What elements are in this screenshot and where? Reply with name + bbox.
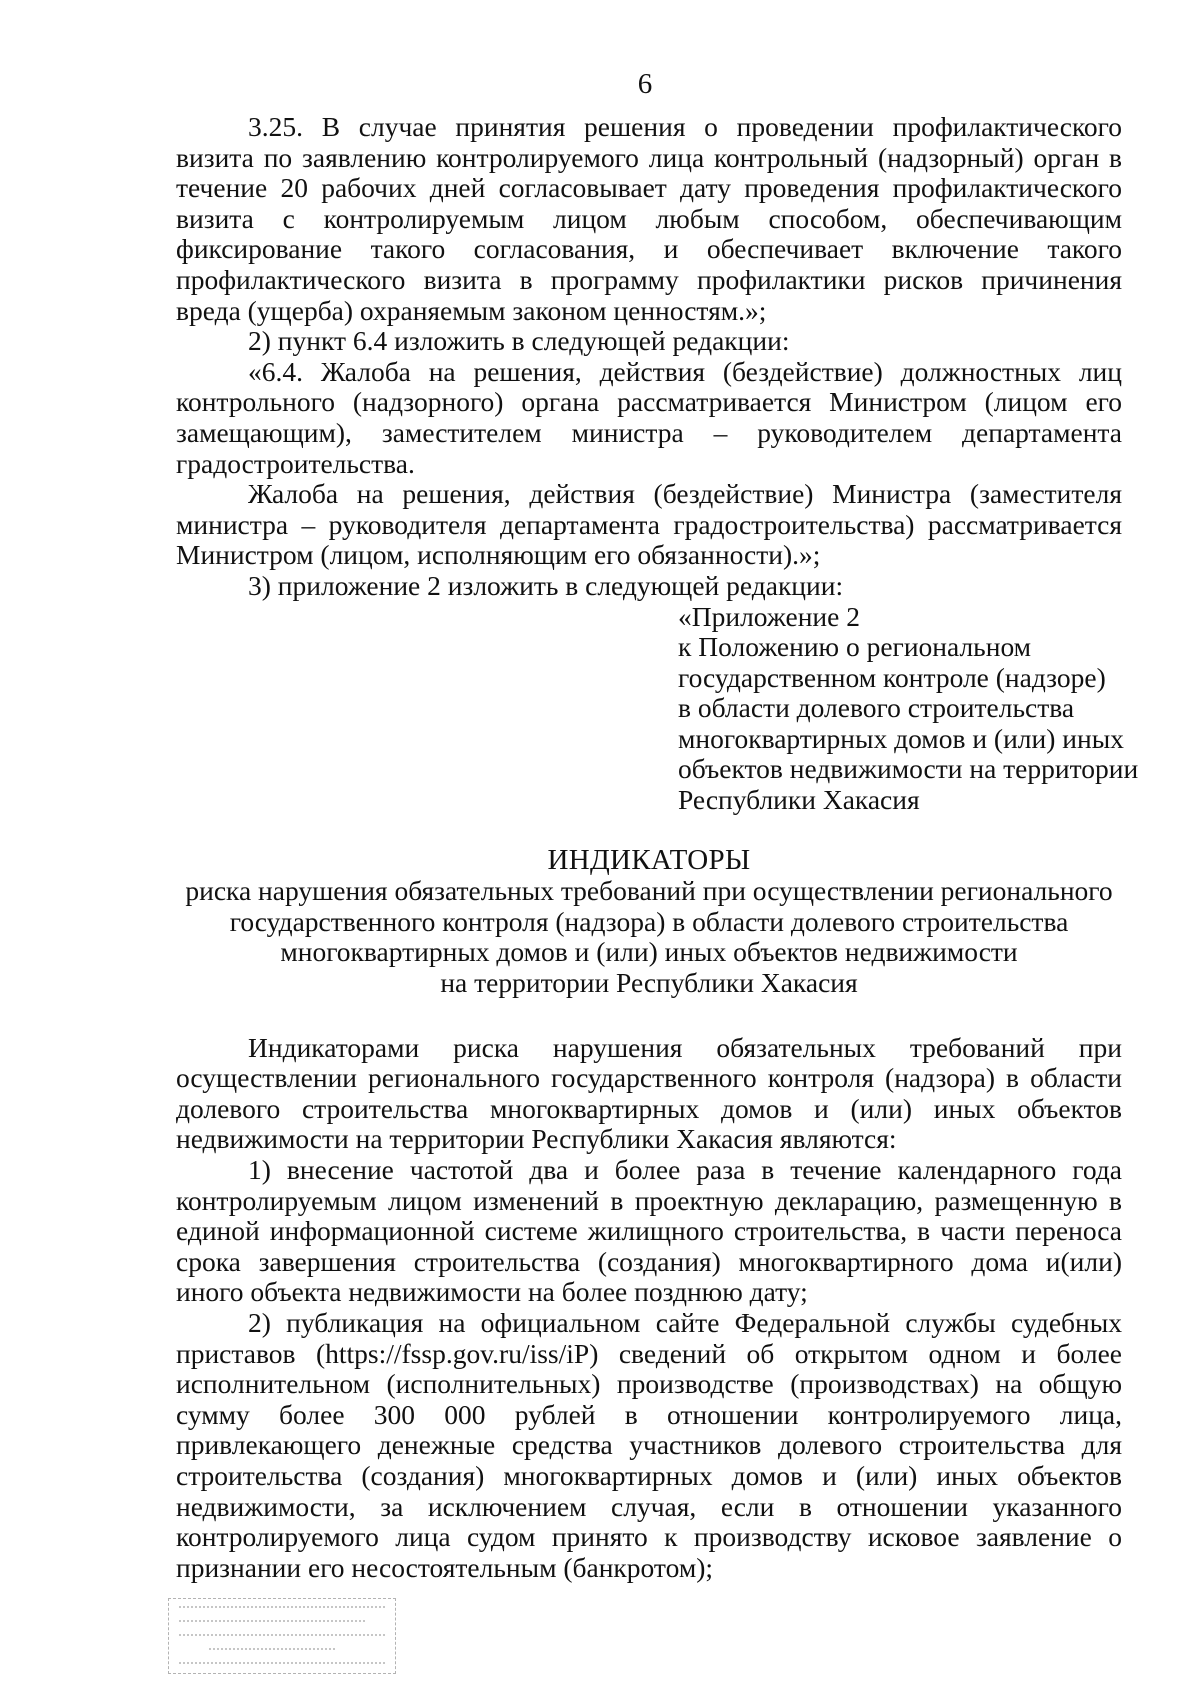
paragraph-complaint-minister: Жалоба на решения, действия (бездействие) Министра (заместителя министра – руководителя департамента градостроительства) рассматривается Министром (лицом, исполняющим его обязанности).»;: [176, 478, 1122, 571]
indicators-heading: ИНДИКАТОРЫ: [547, 843, 751, 876]
appendix-line: в области долевого строительства: [678, 692, 1075, 724]
paragraph-item-2: 2) пункт 6.4 изложить в следующей редакции:: [248, 325, 790, 357]
appendix-header: [678, 600, 1139, 816]
indicators-subtitle-line: на территории Республики Хакасия: [440, 967, 858, 999]
paragraph-item-3: 3) приложение 2 изложить в следующей редакции:: [248, 569, 844, 601]
faded-stamp: [168, 1598, 396, 1674]
paragraph-3-25: 3.25. В случае принятия решения о проведении профилактического визита по заявлению контролируемого лица контрольный (надзорный) орган в течение 20 рабочих дней согласовывает дату проведения профилактического визита с контролируемым лицом любым способом, обеспечивающим фиксирование такого согласования, и обеспечивает включение такого профилактического визита в программу профилактики рисков причинения вреда (ущерба) охраняемым законом ценностям.»;: [176, 111, 1122, 326]
paragraph-indicator-1: 1) внесение частотой два и более раза в течение календарного года контролируемым лицом изменений в проектную декларацию, размещенную в единой информационной системе жилищного строительства, в части переноса срока завершения строительства (создания) многоквартирного дома и(или) иного объекта недвижимости на более позднюю дату;: [176, 1154, 1122, 1308]
appendix-line: «Приложение 2: [678, 600, 860, 632]
document-body: [176, 111, 1139, 1583]
indicators-subtitle-line: многоквартирных домов и (или) иных объектов недвижимости: [280, 936, 1018, 968]
appendix-line: государственном контроле (надзоре): [678, 661, 1106, 693]
paragraph-6-4: «6.4. Жалоба на решения, действия (бездействие) должностных лиц контрольного (надзорного) органа рассматривается Министром (лицом его замещающим), заместителем министра – руководителем департамента градостроительства.: [176, 355, 1122, 479]
appendix-line: Республики Хакасия: [678, 784, 920, 816]
indicators-subtitle-line: государственного контроля (надзора) в области долевого строительства: [229, 905, 1069, 937]
appendix-line: объектов недвижимости на территории: [678, 753, 1139, 785]
indicators-subtitle-line: риска нарушения обязательных требований при осуществлении регионального: [185, 875, 1113, 907]
appendix-line: многоквартирных домов и (или) иных: [678, 722, 1124, 754]
indicators-title: [176, 845, 1122, 999]
page-number: 6: [637, 68, 653, 100]
paragraph-indicators-intro: Индикаторами риска нарушения обязательных требований при осуществлении регионального государственного контроля (надзора) в области долевого строительства многоквартирных домов и (или) иных объектов недвижимости на территории Республики Хакасия являются:: [176, 1031, 1122, 1155]
appendix-line: к Положению о региональном: [678, 631, 1032, 663]
paragraph-indicator-2: 2) публикация на официальном сайте Федеральной службы судебных приставов (https://fssp.gov.ru/iss/iP) сведений об открытом одном и более исполнительном (исполнительных) производстве (производствах) на общую сумму более 300 000 рублей в отношении контролируемого лица, привлекающего денежные средства участников долевого строительства для строительства (создания) многоквартирных домов и (или) иных объектов недвижимости, за исключением случая, если в отношении указанного контролируемого лица судом принято к производству исковое заявление о признании его несостоятельным (банкротом);: [176, 1306, 1122, 1583]
